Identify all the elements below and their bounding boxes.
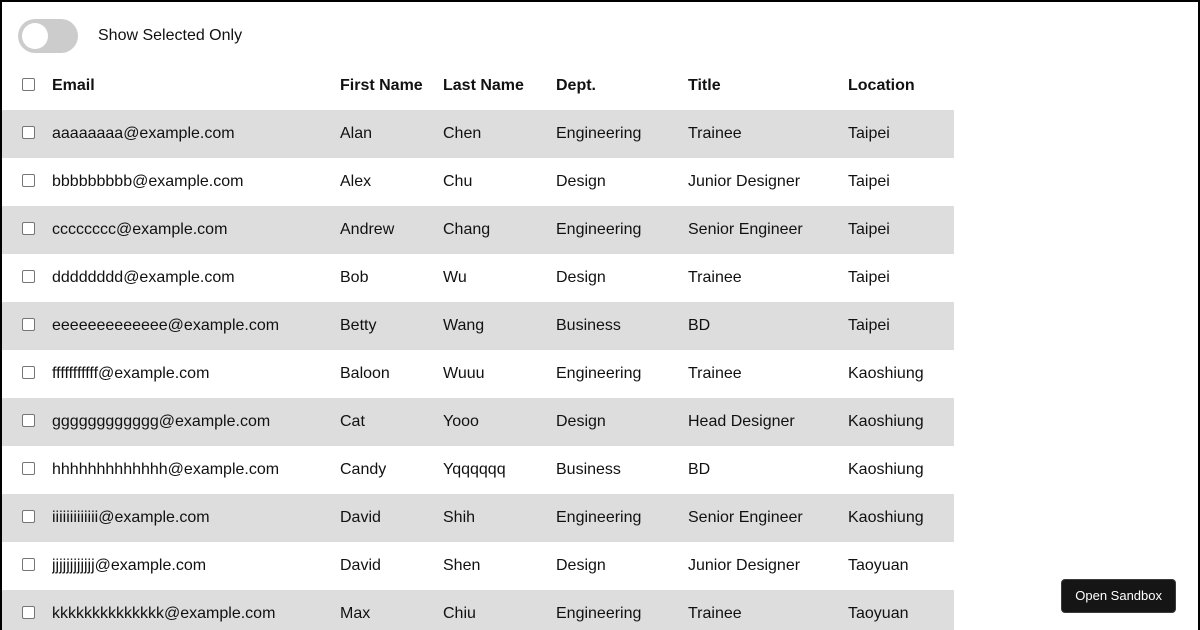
column-header-title[interactable]: Title (688, 77, 721, 94)
cell-last-name: Yqqqqqq (443, 461, 506, 478)
row-select-checkbox[interactable] (22, 270, 35, 283)
column-header-dept[interactable]: Dept. (556, 77, 596, 94)
column-header-email[interactable]: Email (52, 77, 95, 94)
cell-last-name: Wang (443, 317, 485, 334)
cell-email: jjjjjjjjjjjj@example.com (52, 557, 207, 574)
cell-title: Senior Engineer (688, 221, 803, 238)
cell-dept: Engineering (556, 605, 642, 622)
cell-location: Taipei (848, 221, 890, 238)
header-row (2, 62, 954, 110)
table-row[interactable] (2, 398, 954, 446)
table-row[interactable] (2, 158, 954, 206)
cell-last-name: Chang (443, 221, 491, 238)
cell-first-name: Alan (340, 125, 373, 142)
row-select-cell (2, 206, 52, 254)
table-row[interactable] (2, 350, 954, 398)
cell-first-name: Candy (340, 461, 387, 478)
cell-last-name: Shih (443, 509, 476, 526)
table-row[interactable] (2, 494, 954, 542)
cell-email: dddddddd@example.com (52, 269, 235, 286)
cell-dept: Business (556, 317, 621, 334)
cell-email: kkkkkkkkkkkkkk@example.com (52, 605, 276, 622)
cell-first-name: Max (340, 605, 371, 622)
cell-location: Taoyuan (848, 605, 909, 622)
cell-dept: Engineering (556, 221, 642, 238)
cell-location: Kaoshiung (848, 461, 924, 478)
cell-email: bbbbbbbbb@example.com (52, 173, 244, 190)
select-all-cell (2, 62, 52, 110)
cell-last-name: Shen (443, 557, 481, 574)
row-select-checkbox[interactable] (22, 462, 35, 475)
column-header-last-name[interactable]: Last Name (443, 77, 524, 94)
table-row[interactable] (2, 206, 954, 254)
show-selected-toggle-row (18, 18, 242, 54)
select-all-checkbox[interactable] (22, 78, 35, 91)
table-row[interactable] (2, 590, 954, 630)
cell-first-name: Bob (340, 269, 369, 286)
table-body (2, 110, 954, 630)
cell-last-name: Wuuu (443, 365, 485, 382)
cell-first-name: Cat (340, 413, 365, 430)
cell-first-name: Betty (340, 317, 377, 334)
users-table (2, 62, 954, 630)
row-select-cell (2, 302, 52, 350)
column-header-first-name[interactable]: First Name (340, 77, 423, 94)
row-select-checkbox[interactable] (22, 414, 35, 427)
table-header (2, 62, 954, 110)
row-select-cell (2, 494, 52, 542)
cell-location: Taipei (848, 125, 890, 142)
cell-first-name: David (340, 509, 381, 526)
row-select-cell (2, 158, 52, 206)
row-select-checkbox[interactable] (22, 510, 35, 523)
cell-email: hhhhhhhhhhhhh@example.com (52, 461, 280, 478)
cell-first-name: Andrew (340, 221, 395, 238)
row-select-cell (2, 350, 52, 398)
cell-dept: Engineering (556, 365, 642, 382)
open-sandbox-button[interactable]: Open Sandbox (1061, 579, 1176, 613)
cell-location: Taipei (848, 269, 890, 286)
cell-dept: Design (556, 413, 606, 430)
toggle-knob (22, 23, 48, 49)
cell-location: Kaoshiung (848, 509, 924, 526)
cell-location: Kaoshiung (848, 413, 924, 430)
cell-dept: Design (556, 269, 606, 286)
column-header-location[interactable]: Location (848, 77, 915, 94)
cell-email: iiiiiiiiiiiii@example.com (52, 509, 210, 526)
row-select-cell (2, 446, 52, 494)
cell-dept: Design (556, 173, 606, 190)
cell-location: Taipei (848, 317, 890, 334)
cell-email: aaaaaaaa@example.com (52, 125, 235, 142)
cell-email: eeeeeeeeeeeee@example.com (52, 317, 280, 334)
row-select-cell (2, 110, 52, 158)
cell-email: fffffffffff@example.com (52, 365, 210, 382)
show-selected-toggle[interactable] (18, 19, 78, 53)
cell-title: Head Designer (688, 413, 795, 430)
row-select-cell (2, 254, 52, 302)
row-select-checkbox[interactable] (22, 126, 35, 139)
table-row[interactable] (2, 542, 954, 590)
cell-last-name: Yooo (443, 413, 479, 430)
cell-location: Taoyuan (848, 557, 909, 574)
cell-last-name: Chen (443, 125, 482, 142)
cell-dept: Engineering (556, 125, 642, 142)
row-select-cell (2, 590, 52, 630)
cell-title: Trainee (688, 605, 742, 622)
show-selected-label: Show Selected Only (98, 27, 243, 44)
cell-title: Trainee (688, 365, 742, 382)
cell-title: Junior Designer (688, 557, 801, 574)
row-select-checkbox[interactable] (22, 174, 35, 187)
row-select-checkbox[interactable] (22, 606, 35, 619)
cell-dept: Business (556, 461, 621, 478)
cell-title: BD (688, 317, 711, 334)
cell-first-name: Baloon (340, 365, 390, 382)
cell-title: Senior Engineer (688, 509, 803, 526)
cell-last-name: Chu (443, 173, 473, 190)
row-select-checkbox[interactable] (22, 366, 35, 379)
cell-first-name: David (340, 557, 381, 574)
cell-title: Trainee (688, 125, 742, 142)
table-row[interactable] (2, 110, 954, 158)
cell-title: Junior Designer (688, 173, 801, 190)
cell-dept: Engineering (556, 509, 642, 526)
cell-location: Kaoshiung (848, 365, 924, 382)
row-select-checkbox[interactable] (22, 318, 35, 331)
table-row[interactable] (2, 446, 954, 494)
cell-title: Trainee (688, 269, 742, 286)
row-select-checkbox[interactable] (22, 558, 35, 571)
cell-location: Taipei (848, 173, 890, 190)
cell-last-name: Chiu (443, 605, 476, 622)
row-select-cell (2, 542, 52, 590)
cell-last-name: Wu (443, 269, 467, 286)
row-select-cell (2, 398, 52, 446)
cell-email: gggggggggggg@example.com (52, 413, 271, 430)
cell-dept: Design (556, 557, 606, 574)
cell-first-name: Alex (340, 173, 372, 190)
cell-title: BD (688, 461, 711, 478)
table-row[interactable] (2, 254, 954, 302)
table-row[interactable] (2, 302, 954, 350)
row-select-checkbox[interactable] (22, 222, 35, 235)
cell-email: cccccccc@example.com (52, 221, 228, 238)
